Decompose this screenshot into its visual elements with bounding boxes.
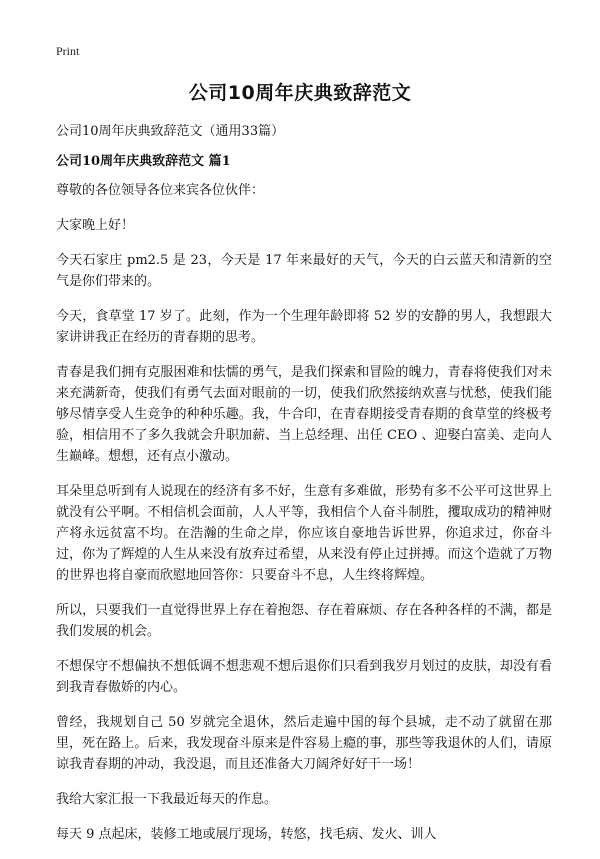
paragraph: 今天，食草堂 17 岁了。此刻，作为一个生理年龄即将 52 岁的安静的男人，我想跟大家讲讲我正在经历的青春期的思考。 [56, 309, 552, 345]
document-body [56, 180, 552, 859]
paragraph: 不想保守不想偏执不想低调不想悲观不想后退你们只看到我岁月划过的皮肤，却没有看到我青春傲娇的内心。 [56, 659, 552, 695]
paragraph: 每天 9 点起床，装修工地或展厅现场，转悠，找毛病、发火、训人 [56, 827, 437, 842]
print-label[interactable]: Print [56, 44, 80, 58]
paragraph: 今天石家庄 pm2.5 是 23，今天是 17 年来最好的天气，今天的白云蓝天和清新的空气是你们带来的。 [56, 253, 552, 289]
paragraph-greeting: 大家晚上好！ [56, 218, 135, 233]
paragraph: 所以，只要我们一直觉得世界上存在着抱怨、存在着麻烦、存在各种各样的不满，都是我们发展的机会。 [56, 603, 552, 639]
section-heading: 公司10周年庆典致辞范文 篇1 [56, 154, 231, 169]
paragraph: 耳朵里总听到有人说现在的经济有多不好，生意有多难做，形势有多不公平可这世界上就没有公平啊。不相信机会面前，人人平等，我相信个人奋斗制胜，攫取成功的精神财产将永远贫富不均。在浩瀚的生命之岸，你应该自豪地告诉世界，你追求过，你奋斗过，你为了辉煌的人生从来没有放弃过希望，从来没有停止过拼搏。而这个造就了万物的世界也将自豪而欣慰地回答你：只要奋斗不息，人生终将辉煌。 [56, 484, 552, 583]
paragraph: 青春是我们拥有克服困难和怯懦的勇气，是我们探索和冒险的魄力，青春将使我们对未来充满新奇，使我们有勇气去面对眼前的一切，使我们欣然接纳欢喜与忧愁，使我们能够尽情享受人生竞争的种种乐趣。我，牛合印，在青春期接受青春期的食草堂的终极考验，相信用不了多久我就会升职加薪、当上总经理、出任 CEO 、迎娶白富美、走向人生巅峰。想想，还有点小激动。 [56, 365, 552, 464]
paragraph: 曾经，我规划自己 50 岁就完全退休，然后走遍中国的每个县城，走不动了就留在那里，死在路上。后来，我发现奋斗原来是件容易上瘾的事，那些等我退休的人们，请原谅我青春期的冲动，我没退，而且还准备大刀阔斧好好干一场！ [56, 715, 552, 772]
document-subtitle: 公司10周年庆典致辞范文（通用33篇） [56, 124, 285, 139]
paragraph-salutation: 尊敬的各位领导各位来宾各位伙伴： [56, 183, 265, 198]
document-title: 公司10周年庆典致辞范文 [188, 82, 412, 104]
paragraph: 我给大家汇报一下我最近每天的作息。 [56, 792, 278, 807]
